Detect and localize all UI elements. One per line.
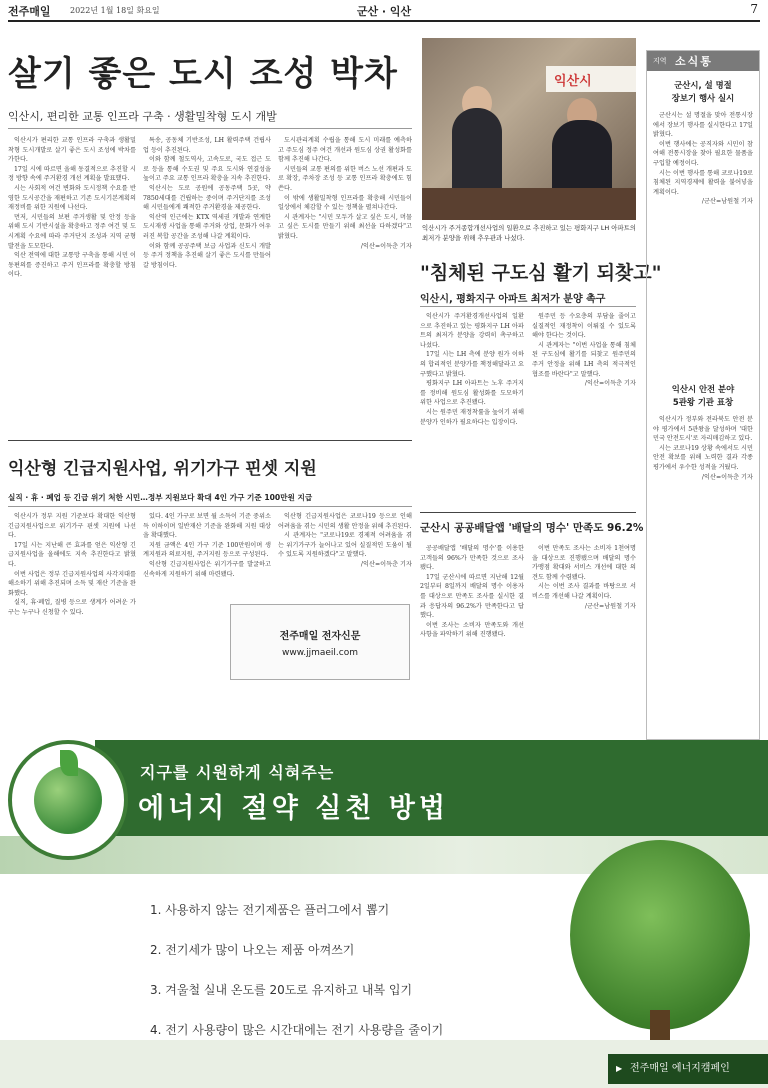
sidebar-item-1: 군산시, 설 명절 장보기 행사 실시 bbox=[671, 80, 735, 103]
article2-quote-headline: "침체된 구도심 활기 되찾고" bbox=[420, 262, 662, 284]
sidebar-tag-title: 소식통 bbox=[675, 55, 713, 68]
sidebar-item-1-body: 군산시는 설 명절을 맞아 전통시장에서 장보기 행사를 실시한다고 17일 밝혔다. 이번 행사에는 공직자와 시민이 참여해 전통시장을 찾아 필요한 물품을 구입할 예정이다. 시는 이번 행사를 통해 코로나19로 침체된 지역경제에 활력을 불어넣을 계획이다. /군산=남원철 기자 bbox=[653, 112, 753, 206]
tree-crown bbox=[570, 840, 750, 1030]
article2-column-1: 익산시가 주거환경개선사업의 일환으로 추진하고 있는 평화지구 LH 아파트의 최저가 분양을 강력히 촉구하고 나섰다. 17일 시는 LH 측에 분양 원가 이하의 합리적인 분양가를 책정해달라고 요구했다고 밝혔다. 평화지구 LH 아파트는 노후 주거지를 정비해 원도심 활성화를 도모하기 위한 사업으로 추진됐다. 시는 원주민 재정착률을 높이기 위해 분양가 인하가 필요하다는 입장이다. bbox=[420, 313, 524, 426]
divider bbox=[8, 506, 412, 507]
article3-title: 군산시 공공배달앱 '배달의 명수' 만족도 96.2% bbox=[420, 522, 644, 534]
article4-subhead: 실직 · 휴 · 폐업 등 긴급 위기 처한 시민…정부 지원보다 확대 4인 가구 기준 100만원 지급 bbox=[8, 493, 313, 502]
page-number: 7 bbox=[750, 2, 758, 16]
divider bbox=[8, 128, 412, 129]
campaign-footer: ▶ 전주매일 에너지캠페인 bbox=[608, 1054, 768, 1084]
list-item: 3. 겨울철 실내 온도를 20도로 유지하고 내복 입기 bbox=[150, 983, 413, 997]
article4-headline: 익산형 긴급지원사업, 위기가구 핀셋 지원 bbox=[8, 459, 317, 479]
article2-photo bbox=[422, 38, 636, 220]
article2-title: 익산시, 평화지구 아파트 최저가 분양 촉구 bbox=[420, 294, 606, 305]
campaign-title: 에너지 절약 실천 방법 bbox=[138, 793, 449, 824]
article1-column-1: 익산시가 편리한 교통 인프라 구축과 생활밀착형 도시개발로 살기 좋은 도시 조성에 박차를 가한다. 17일 시에 따르면 올해 동결적으로 추진할 시정 방향 속에 주거환경 개선 계획을 발표했다. 시는 사회적 여건 변화와 도시정책 수요를 반영한 도시공간을 재편하고 기존 도시기본계획의 재정비를 위한 지원에 나선다. 먼저, 시민들의 보편 주거생활 및 안정 등을 위해 도시 기반시설을 확충하고 정주 여건 및 도시계획 수요에 따라 주거단지 조성과 지역 균형발전을 도모한다. 익산 전역에 대한 교통망 구축을 통해 시민 이동편의를 증진하고 주거 인프라를 확충할 방침이다. bbox=[8, 137, 136, 279]
photo-caption: 익산시가 주거종합개선사업의 일환으로 추진하고 있는 평화지구 LH 아파트의 최저가 분양을 위해 추우관과 나섰다. bbox=[422, 224, 636, 242]
article3-column-2: 이번 만족도 조사는 소비자 1천여명을 대상으로 진행됐으며 배달의 명수 가맹점 확대와 서비스 개선에 대한 의견도 함께 수렴됐다. 시는 이번 조사 결과를 바탕으로 서비스를 개선해 나갈 계획이다. /군산=남원철 기자 bbox=[532, 545, 636, 610]
article3-column-1: 공공배달앱 '배달의 명수'를 이용한 고객들의 96%가 만족한 것으로 조사됐다. 17일 군산시에 따르면 지난해 12월 2일부터 8일까지 배달의 명수 이용자를 대상으로 만족도 조사를 실시한 결과 응답자의 96.2%가 만족한다고 답했다. 이번 조사는 소비자 만족도와 개선 사항을 파악하기 위해 진행됐다. bbox=[420, 545, 524, 639]
list-item: 2. 전기세가 많이 나오는 제품 아껴쓰기 bbox=[150, 943, 355, 957]
divider bbox=[420, 512, 636, 513]
article1-column-2: 특송, 공동체 기반조성, LH 활력주택 건립사업 등이 추진된다. 이와 함께 철도역사, 고속도로, 국도 접근 도로 등을 통해 수도권 및 주요 도시와 연결성을 높이고 주요 교통 인프라 확충을 지속 추진한다. 익산시는 도로 공원에 공동주택 5곳, 약 7850세대를 건립하는 중이며 주거단지를 조성해 시민들에게 쾌적한 주거환경을 제공한다. 익산역 인근에는 KTX 역세권 개발과 연계한 도시재생 사업을 통해 주거와 상업, 문화가 어우러진 복합 공간을 조성해 나갈 계획이다. 이와 함께 공공주택 보급 사업과 신도시 개발 등 주거 정책을 추진해 살기 좋은 도시를 만들어갈 방침이다. bbox=[143, 137, 271, 269]
divider bbox=[420, 306, 636, 307]
article1-subhead: 익산시, 편리한 교통 인프라 구축 · 생활밀착형 도시 개발 bbox=[8, 110, 277, 123]
globe-emblem-icon bbox=[8, 740, 128, 860]
list-item: 4. 전기 사용량이 많은 시간대에는 전기 사용량을 줄이기 bbox=[150, 1023, 444, 1037]
sidebar-tag bbox=[647, 51, 759, 71]
page-header bbox=[8, 0, 760, 22]
meeting-table bbox=[422, 188, 636, 220]
sidebar-tag-region: 지역 bbox=[653, 57, 667, 65]
e-paper-ad[interactable] bbox=[230, 604, 410, 680]
list-item: 1. 사용하지 않는 전기제품은 플러그에서 뽑기 bbox=[150, 903, 390, 917]
article1-column-3: 도시관리계획 수립을 통해 도시 미래를 예측하고 주도심 정주 여건 개선과 원도심 상권 활성화를 함께 추진해 나간다. 시민들의 교통 편의를 위한 버스 노선 개편과 도로 확장, 주차장 조성 등 교통 인프라 확충에도 힘쓴다. 이 밖에 생활밀착형 인프라를 확충해 시민들이 일상에서 체감할 수 있는 정책을 펼쳐나간다. 시 관계자는 "시민 모두가 살고 싶은 도시, 머물고 싶은 도시를 만들기 위해 최선을 다하겠다"고 밝혔다. /익산=이득춘 기자 bbox=[278, 137, 412, 250]
ad-title: 전주매일 전자신문 bbox=[279, 631, 361, 642]
article4-column-2: 있다. 4인 가구로 보면 월 소득이 기준 중위소득 이하이며 일반재산 기준을 완화해 지원 대상을 확대했다. 지원 금액은 4인 가구 기준 100만원이며 생계지원과 의료지원, 주거지원 등으로 구성된다. 익산형 긴급지원사업은 위기가구를 발굴하고 신속하게 지원하기 위해 마련됐다. bbox=[143, 513, 271, 578]
sidebar-item-2: 익산시 안전 분야 5관왕 기관 표창 bbox=[671, 384, 735, 407]
article1-headline: 살기 좋은 도시 조성 박차 bbox=[8, 54, 398, 94]
divider bbox=[8, 440, 412, 441]
ad-url[interactable]: www.jjmaeil.com bbox=[281, 648, 359, 658]
newspaper-logo: 전주매일 bbox=[8, 5, 51, 18]
article4-column-3: 익산형 긴급지원사업은 코로나19 등으로 인해 어려움을 겪는 시민의 생활 안정을 위해 추진된다. 시 관계자는 "코로나19로 경제적 어려움을 겪는 위기가구가 늘어나고 있어 실질적인 도움이 될 수 있도록 지원하겠다"고 말했다. /익산=이득춘 기자 bbox=[278, 513, 412, 568]
leaf-icon bbox=[60, 750, 78, 776]
issue-date: 2022년 1월 18일 화요일 bbox=[70, 6, 160, 15]
sidebar-item-2-body: 익산시가 정부와 전라북도 안전 분야 평가에서 5관왕을 달성하며 '대한민국 안전도시'로 자리매김하고 있다. 시는 코로나19 상황 속에서도 시민 안전 확보를 위해 노력한 결과 각종 평가에서 우수한 성적을 거뒀다. /익산=이득춘 기자 bbox=[653, 416, 753, 481]
article2-column-2: 원주민 등 수요층의 부담을 줄이고 실질적인 재정착이 이뤄질 수 있도록 해야 한다는 것이다. 시 관계자는 "이번 사업을 통해 침체된 구도심에 활기를 되찾고 원주민의 주거 안정을 위해 LH 측의 적극적인 협조를 바란다"고 말했다. /익산=이득춘 기자 bbox=[532, 313, 636, 388]
photo-banner: 익산시 bbox=[546, 66, 636, 92]
campaign-tagline: 지구를 시원하게 식혀주는 bbox=[140, 763, 335, 782]
local-news-sidebar bbox=[646, 50, 760, 740]
section-name: 군산 · 익산 bbox=[356, 5, 412, 18]
energy-tips-list bbox=[150, 890, 570, 1050]
energy-campaign-ad bbox=[0, 740, 768, 1088]
article4-column-1: 익산시가 정부 지원 기준보다 확대한 익산형 긴급지원사업으로 위기가구 핀셋 지원에 나선다. 17일 시는 지난해 큰 효과를 얻은 익산형 긴급지원사업을 올해에도 지속 추진한다고 밝혔다. 이번 사업은 정부 긴급지원사업의 사각지대를 해소하기 위해 추진되며 소득 및 재산 기준을 완화했다. 실직, 휴·폐업, 질병 등으로 생계가 어려운 가구는 누구나 신청할 수 있다. bbox=[8, 513, 136, 616]
globe-icon bbox=[34, 766, 102, 834]
tree-icon bbox=[560, 840, 760, 1070]
